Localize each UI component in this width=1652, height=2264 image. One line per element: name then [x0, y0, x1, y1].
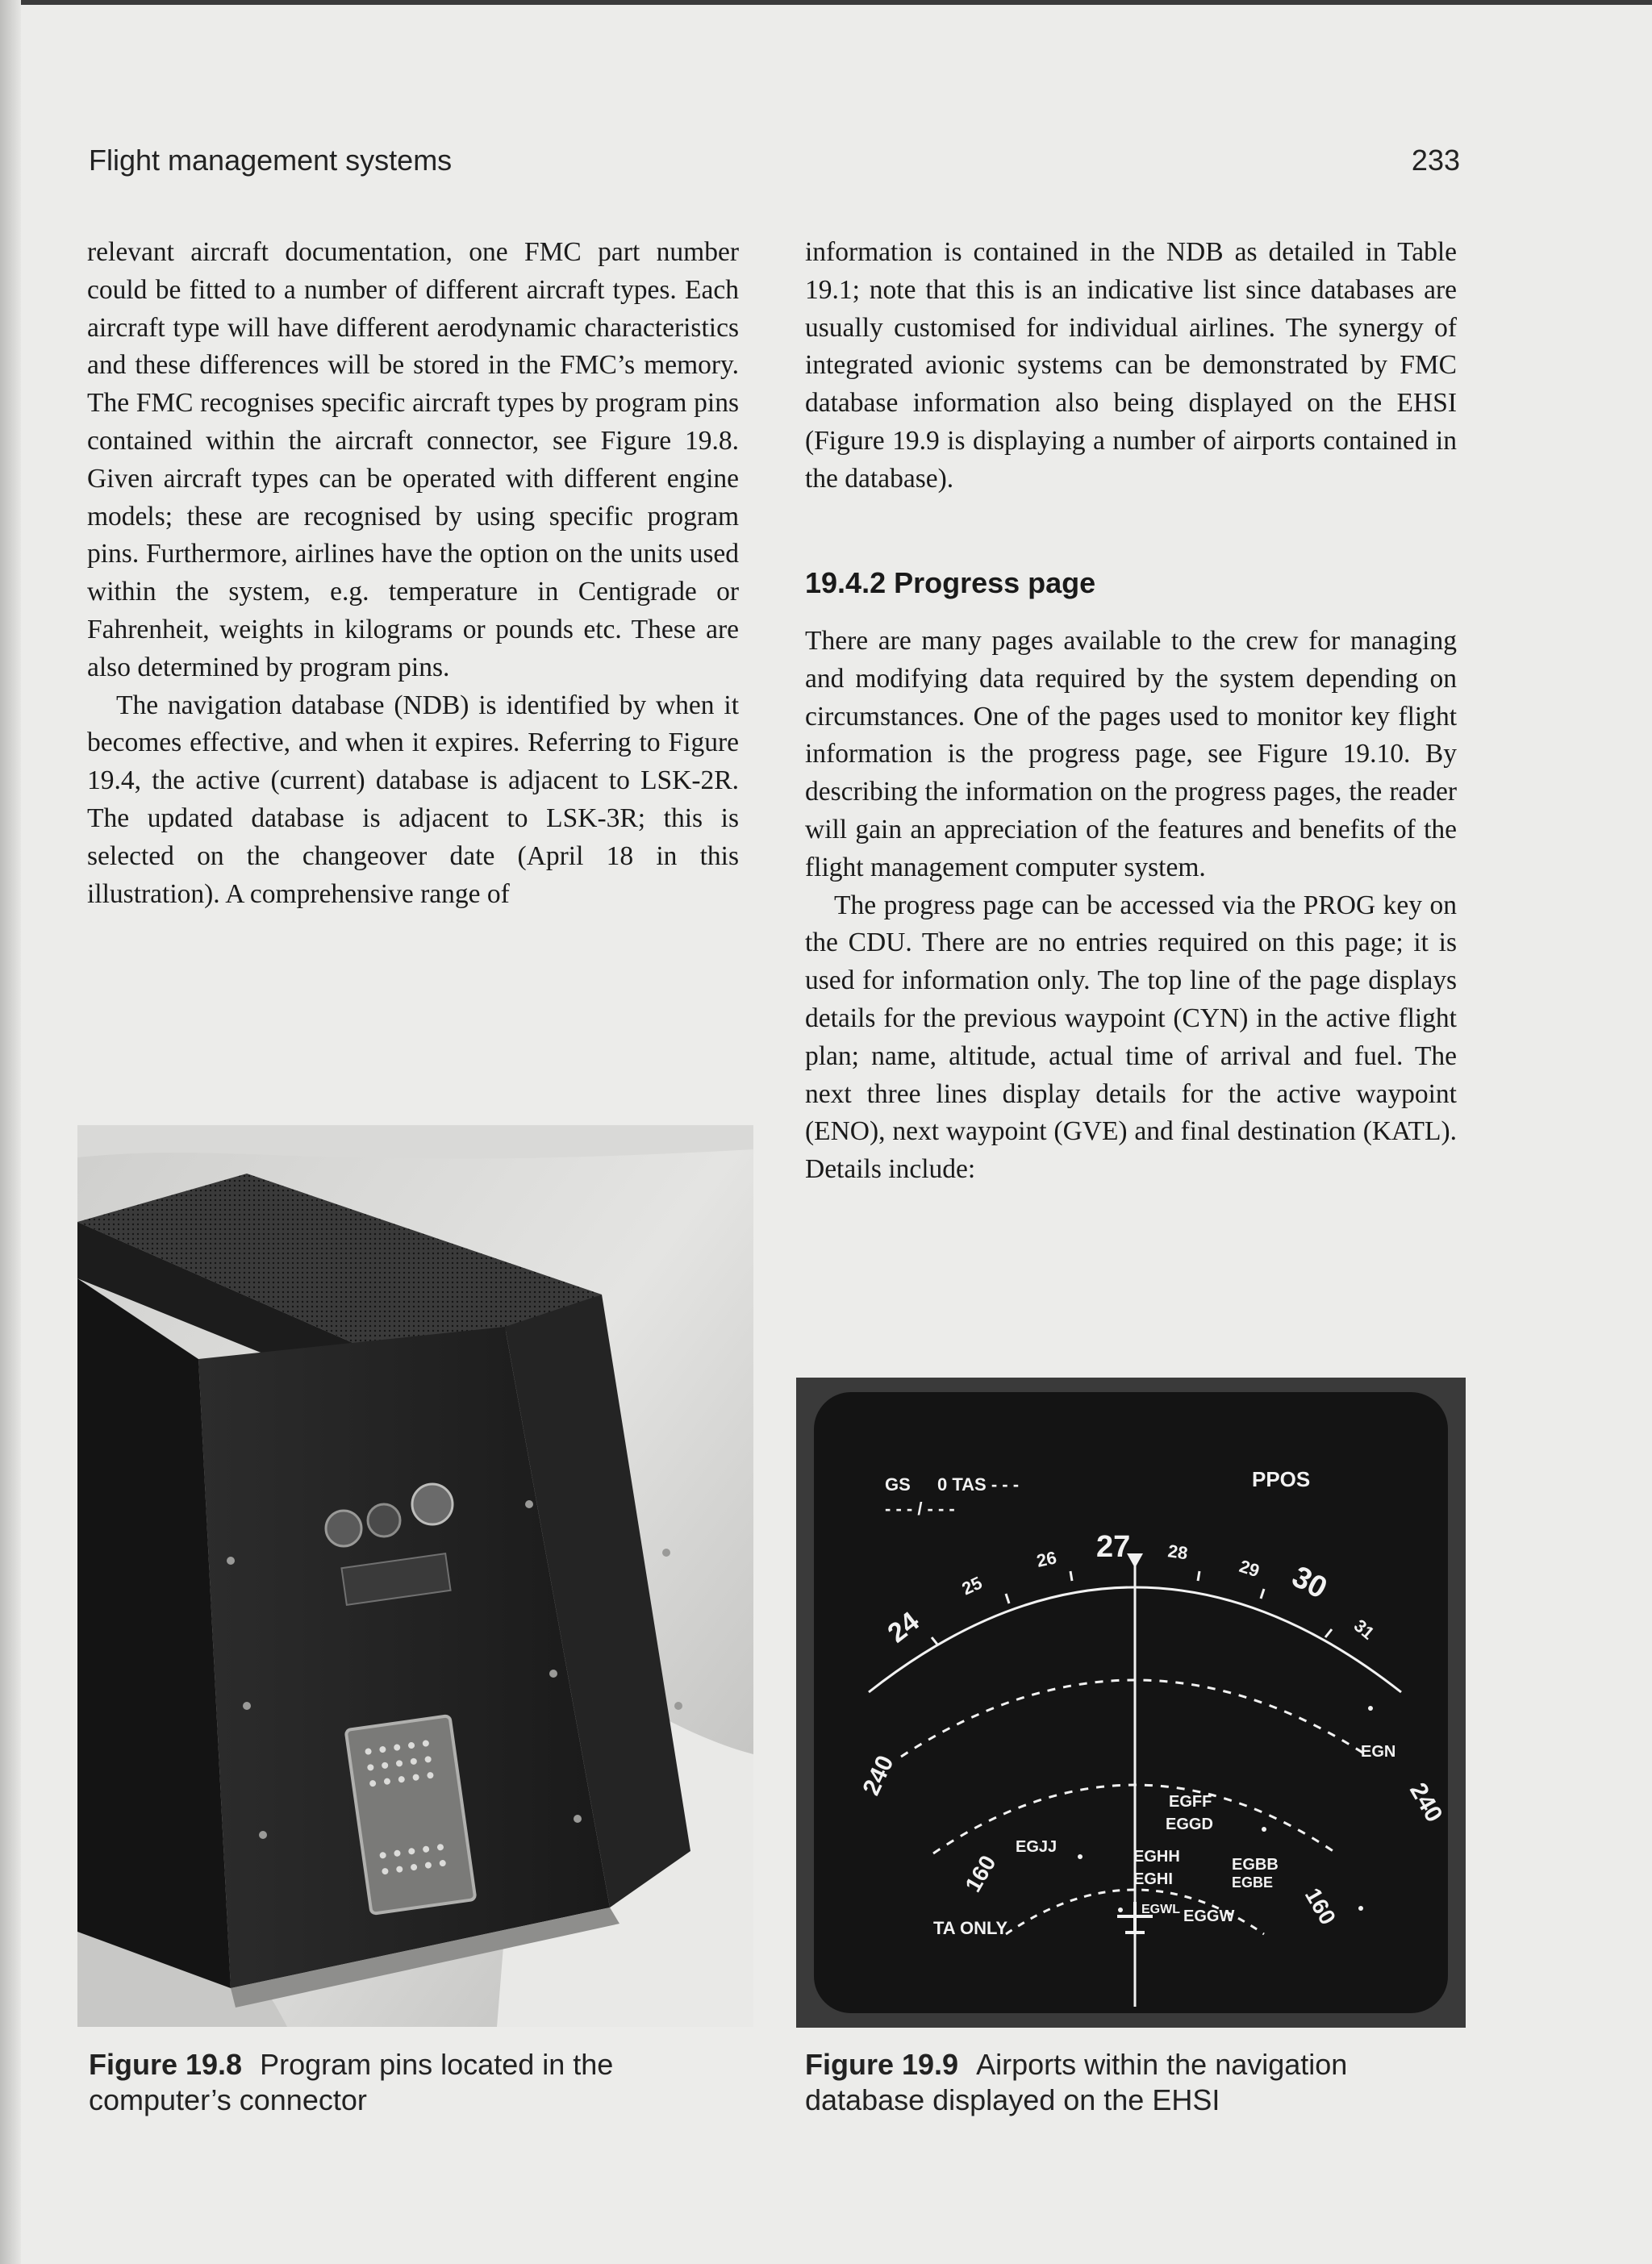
ehsi-wind: - - - / - - - [885, 1499, 955, 1519]
airport-label: EGBE [1232, 1874, 1274, 1891]
figure-label: Figure 19.9 [805, 2048, 959, 2081]
ehsi-display [796, 1378, 1466, 2028]
caption-text: Airports within the navigation database displayed on the EHSI [805, 2048, 1348, 2116]
airport-label: EGWL [1141, 1903, 1180, 1916]
ehsi-gs: GS [885, 1474, 911, 1495]
right-column-top [805, 234, 1457, 498]
compass-tick-label: 30 [1286, 1559, 1333, 1606]
figure-19-8-caption [89, 2047, 750, 2118]
airport-label: EGGD [1166, 1816, 1213, 1833]
compass-tick-label: 28 [1166, 1541, 1190, 1564]
airport-label: EGJJ [1016, 1838, 1058, 1856]
paragraph: The navigation database (NDB) is identified by when it becomes effective, and when it expires. Referring to Figure 19.4, the active (current) database is adjacent to LSK-2R. The updated database is adjacent to LSK-3R; this is selected on the changeover date (April 18 in this illustration). A comprehensive range of [87, 690, 739, 909]
airport-label: EGBB [1232, 1856, 1279, 1874]
scan-top-border [0, 0, 1652, 5]
airport-label: EGHH [1133, 1848, 1180, 1866]
caption-text: Program pins located in the computer’s connector [89, 2048, 614, 2116]
compass-tick-label: 26 [1034, 1547, 1058, 1571]
fmc-unit-photo [77, 1125, 753, 2027]
right-column-bottom [805, 623, 1457, 1189]
ehsi-ppos: PPOS [1252, 1467, 1311, 1491]
left-column [87, 234, 739, 913]
scan-binding-shadow [0, 0, 21, 2264]
paragraph: There are many pages available to the crew for managing and modifying data required by the system depending on circumstances. One of the pages used to monitor key flight information is the progress page, see Figure 19.10. By describing the information on the progress pages, the reader will gain an appreciation of the features and benefits of the flight management computer system. [805, 626, 1457, 882]
paragraph: information is contained in the NDB as detailed in Table 19.1; note that this is an indicative list since databases are usually customised for individual airlines. The synergy of integrated avionic systems can be demonstrated by FMC database information also being displayed on the EHSI (Figure 19.9 is displaying a number of airports contained in the database). [805, 237, 1457, 494]
airport-label: EGHI [1133, 1870, 1173, 1888]
airport-label: EGFF [1169, 1793, 1212, 1811]
page-number: 233 [1411, 144, 1460, 177]
compass-tick-label: 27 [1096, 1530, 1131, 1564]
figure-19-9-caption [805, 2047, 1466, 2118]
paragraph: relevant aircraft documentation, one FMC part number could be fitted to a number of different aircraft types. Each aircraft type will have different aerodynamic characteristics and these differences will be stored in the FMC’s memory. The FMC recognises specific aircraft types by program pins contained within the aircraft connector, see Figure 19.8. Given aircraft types can be operated with different engine models; these are recognised by using specific program pins. Furthermore, airlines have the option on the units used within the system, e.g. temperature in Centigrade or Fahrenheit, weights in kilograms or pounds etc. These are also determined by program pins. [87, 237, 739, 682]
range-label: 240 [857, 1751, 899, 1799]
compass-tick-label: 31 [1350, 1615, 1379, 1644]
figure-19-8-photo [77, 1125, 753, 2027]
compass-tick-label: 24 [882, 1606, 925, 1649]
section-heading: 19.4.2 Progress page [805, 566, 1096, 599]
range-label: 160 [1299, 1883, 1341, 1929]
compass-tick-label: 25 [958, 1572, 986, 1599]
ehsi-tas: 0 TAS - - - [937, 1474, 1020, 1495]
range-label: 160 [960, 1851, 1001, 1896]
range-label: 240 [1404, 1778, 1448, 1827]
compass-tick-label: 29 [1237, 1555, 1262, 1582]
figure-19-9-ehsi-photo [796, 1378, 1466, 2028]
figure-label: Figure 19.8 [89, 2048, 243, 2081]
ta-only-label: TA ONLY [933, 1918, 1008, 1938]
airport-label: EGGW [1183, 1908, 1235, 1925]
waypoint-egn: EGN [1361, 1743, 1396, 1761]
running-head: Flight management systems [89, 144, 453, 177]
paragraph: The progress page can be accessed via the PROG key on the CDU. There are no entries required on this page; it is used for information only. The top line of the page displays details for the previous waypoint (CYN) in the active flight plan; name, altitude, actual time of arrival and fuel. The next three lines display details for the active waypoint (ENO), next waypoint (GVE) and final destination (KATL). Details include: [805, 890, 1457, 1185]
